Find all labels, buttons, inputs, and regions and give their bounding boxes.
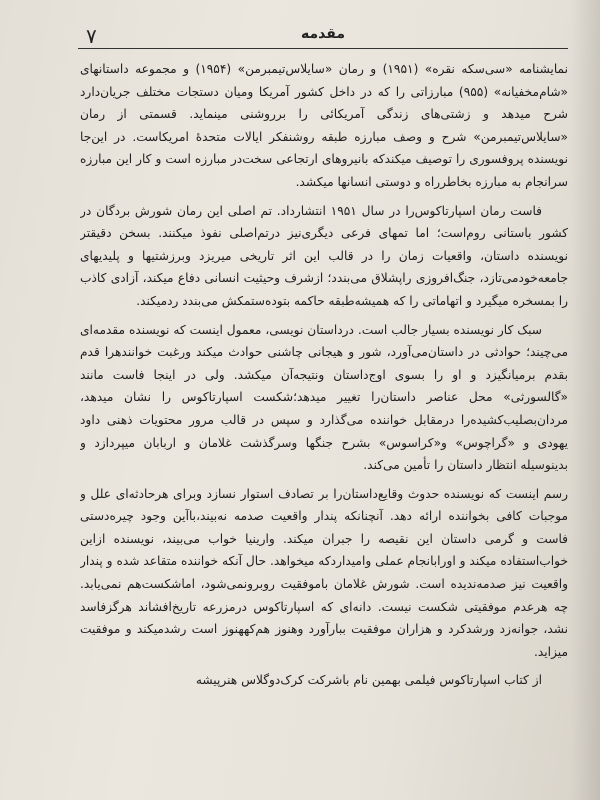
page-number: ۷	[86, 24, 97, 48]
paragraph-5: از کتاب اسپارتاکوس فیلمی بهمین نام باشرکت کرک‌دوگلاس هنرپیشه	[195, 673, 542, 688]
page-header	[78, 22, 568, 50]
paragraph-2: فاست رمان اسپارتاکوس‌را در سال ۱۹۵۱ انتشارداد. تم اصلی این رمان شورش بردگان در کشور باستانی روم‌است؛ اما تمهای فرعی دیگری‌نیز درتم‌اصلی نفوذ میکنند. بسخن دقیقتر نویسنده داستان، واقعیات زمان را در قالب این اثر تاریخی میریزد وبرزشتیها و پلیدیهای جامعه‌خودمی‌تازد، جنگ‌افروزی راپشلاق می‌بندد؛ ازشرف وحیثیت انسانی دفاع میکند، آزادی کاذب را بمسخره میگیرد و اتهاماتی را که همیشه‌طبقه حاکمه بتوده‌ستمکش می‌بندد ردمیکند.	[80, 203, 568, 308]
header-rule	[78, 48, 568, 49]
paragraph-4: رسم اینست که نویسنده حدوث وقایع‌داستان‌را بر تصادف استوار نسازد وبرای هرحادثه‌ای علل و موجبات کافی بخواننده ارائه دهد. آنچنانکه پندار واقعیت صدمه نه‌بیند،باآین وجود چیره‌دستی فاست و گرمی داستان این نقیصه را جبران میکند. وارینیا خواب می‌بیند، نویسنده ازاین خواب‌استفاده میکند و اورابانجام عملی وامیداردکه میخواهد. حال آنکه خواننده متقاعد شده و پندار واقعیت نیز صدمه‌ندیده است. شورش غلامان باموفقیت روبرونمی‌شود، اماشکست‌هم نمی‌یابد. چه هرعدم موفقیتی شکست نیست. دانه‌ای که اسپارتاکوس درمزرعه تاریخ‌افشاند هرگزفاسد نشد، جوانه‌زد ورشدکرد و هزاران موفقیت ببارآورد وهنوز هم‌کههنوز است رشدمیکند و موفقیت میزاید.	[80, 486, 568, 659]
paragraph-1: نمایشنامه «سی‌سکه نقره» (۱۹۵۱) و رمان «سایلاس‌تیمبرمن» (۱۹۵۴) و مجموعه داستانهای «شام‌مخفیانه» (۹۵۵) مبارزاتی را که در داخل کشور آمریکا ومیان دستجات مختلف جریان‌دارد شرح میدهد و زشتی‌های زندگی آمریکائی را برروشنی مینماید. قسمتی از رمان «سایلاس‌تیمبرمن» شرح و وصف مبارزه طبقه روشنفکر ایالات متحدهٔ امریکاست. در این‌جا نویسنده پروفسوری را توصیف میکندکه بانیروهای ارتجاعی سخت‌در مبارزه است و کار این مبارزه سرانجام به مبارزه بخاطرراه و دوستی انسانها میکشد.	[80, 62, 568, 189]
body-text	[80, 58, 568, 800]
running-title: مقدمه	[301, 26, 345, 42]
paragraph-3: سبک کار نویسنده بسیار جالب است. درداستان نویسی، معمول اینست که نویسنده مقدمه‌ای می‌چیند؛ حوادثی در داستان‌می‌آورد، شور و هیجانی چاشنی حوادث میکند ورغبت خوانندهرا قدم بقدم برمیانگیزد و او را بسوی اوج‌داستان ونتیجه‌آن میکشد. ولی در اینجا فاست مانند «گالسورثی» محل عناصر داستان‌را تغییر میدهد؛شکست اسپارتاکوس را نشان میدهد، مردان‌بصلیب‌کشیده‌را درمقابل خواننده می‌گذارد و سپس در قالب مرور محتویات ذهنی داود یهودی و «گراچوس» و«کراسوس» بشرح جنگها وسرگذشت غلامان و اربابان میپردازد و بدینوسیله انتظار داستان را تأمین می‌کند.	[80, 322, 568, 473]
spine-shadow	[570, 0, 600, 800]
